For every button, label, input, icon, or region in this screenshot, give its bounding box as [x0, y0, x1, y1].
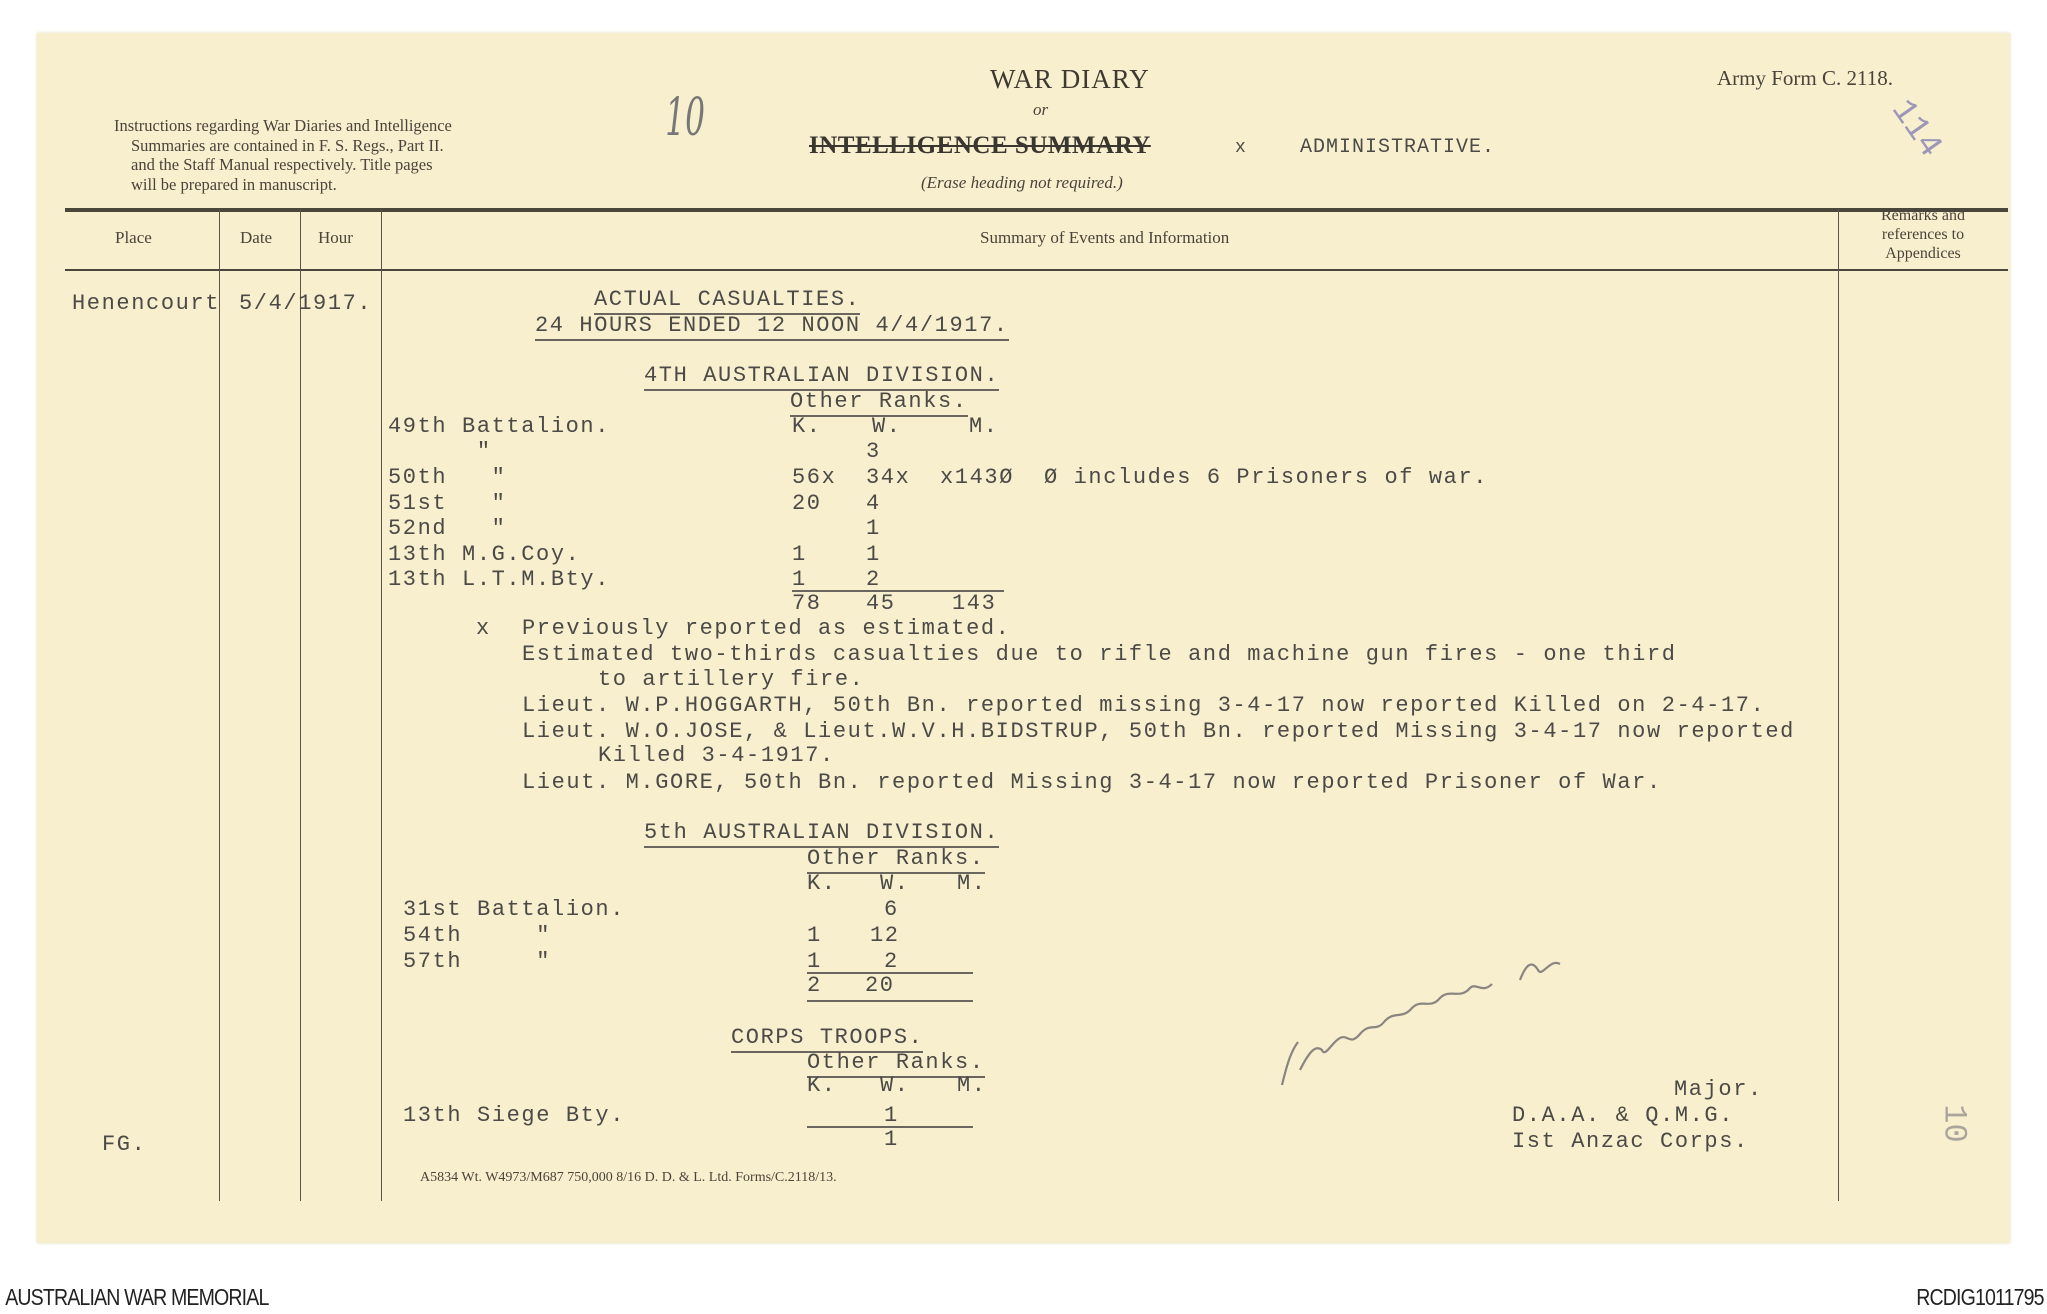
div5-title: 5th AUSTRALIAN DIVISION. [644, 820, 999, 848]
corps-other-ranks: Other Ranks. [807, 1050, 985, 1078]
div4-row-label: 52nd " [388, 516, 507, 541]
corps-w-header: W. [880, 1073, 910, 1098]
remarks-line: Appendices [1885, 245, 1961, 262]
column-header-remarks [1845, 206, 2001, 263]
div5-totals [807, 972, 973, 1002]
div4-row-label: 13th L.T.M.Bty. [388, 567, 611, 592]
div5-row-label: 31st Battalion. [403, 897, 626, 922]
header-bottom-rule [65, 269, 2008, 271]
signature-rank: Major. [1674, 1077, 1763, 1102]
note-line: to artillery fire. [598, 667, 865, 692]
div4-w-header: W. [872, 414, 902, 439]
column-divider [300, 209, 301, 1201]
div4-row-w: 1 [866, 542, 881, 567]
print-line: A5834 Wt. W4973/M687 750,000 8/16 D. D. & L. Ltd. Forms/C.2118/13. [420, 1170, 837, 1185]
form-or: or [1033, 100, 1049, 119]
entry-date: 5/4/1917. [239, 291, 373, 316]
diary-page [37, 33, 2010, 1243]
corps-title: CORPS TROOPS. [731, 1025, 923, 1053]
instructions-line: Summaries are contained in F. S. Regs., Part II. [131, 135, 444, 155]
heading-x: x [1235, 138, 1248, 158]
corps-row-w: 1 [884, 1103, 899, 1128]
corps-row-label: 13th Siege Bty. [403, 1103, 626, 1128]
entry-place: Henencourt [72, 291, 221, 316]
administrative-heading: ADMINISTRATIVE. [1300, 136, 1496, 159]
div4-row-k: 20 [792, 491, 822, 516]
div4-row-k: 56x [792, 465, 837, 490]
signature-formation: Ist Anzac Corps. [1512, 1129, 1749, 1154]
div4-k-header: K. [792, 414, 822, 439]
div5-m-header: M. [957, 871, 987, 896]
x-mark: x [476, 616, 491, 641]
instructions-line: will be prepared in manuscript. [131, 174, 337, 194]
instructions-line: Instructions regarding War Diaries and Intelligence [114, 116, 452, 135]
note-line: Lieut. W.P.HOGGARTH, 50th Bn. reported missing 3-4-17 now reported Killed on 2-4-17. [522, 693, 1766, 718]
div4-row-w: 4 [866, 491, 881, 516]
div4-total-w: 45 [866, 591, 896, 616]
header-rule [65, 208, 2008, 212]
div4-row-w: 1 [866, 516, 881, 541]
struck-heading: INTELLIGENCE SUMMARY [809, 132, 1151, 159]
remarks-line: Remarks and [1881, 207, 1965, 224]
div4-total-m: 143 [952, 591, 997, 616]
corps-k-header: K. [807, 1073, 837, 1098]
corps-total-w: 1 [884, 1127, 899, 1152]
div4-total-k: 78 [792, 591, 822, 616]
div5-other-ranks: Other Ranks. [807, 846, 985, 874]
div5-row-w: 12 [870, 923, 900, 948]
column-divider [219, 209, 220, 1201]
div5-k-header: K. [807, 871, 837, 896]
handwritten-page-number: 10 [665, 88, 705, 148]
casualties-title: ACTUAL CASUALTIES. [594, 287, 860, 315]
stamped-folio: 114 [1882, 93, 1949, 165]
form-title: WAR DIARY [990, 64, 1150, 94]
footer-initials: FG. [102, 1132, 147, 1157]
div5-row-label: 57th " [403, 949, 552, 974]
column-header-hour: Hour [318, 228, 353, 247]
army-form-number: Army Form C. 2118. [1717, 66, 1893, 90]
instructions [114, 116, 452, 194]
column-header-summary: Summary of Events and Information [980, 228, 1230, 247]
note-line: Estimated two-thirds casualties due to rifle and machine gun fires - one third [522, 642, 1677, 667]
div4-row-note: Ø includes 6 Prisoners of war. [1044, 465, 1489, 490]
div5-row-k: 1 [807, 923, 822, 948]
div4-row-w: 3 [866, 439, 881, 464]
div5-row-w: 2 [884, 949, 899, 974]
div4-row-label: 50th " [388, 465, 507, 490]
note-line: Lieut. W.O.JOSE, & Lieut.W.V.H.BIDSTRUP, 50th Bn. reported Missing 3-4-17 now reported [522, 719, 1795, 744]
div4-row-w: 2 [866, 567, 881, 592]
div4-row-k: 1 [792, 567, 807, 592]
column-divider [1838, 209, 1839, 1201]
div5-row-label: 54th " [403, 923, 552, 948]
archive-institution: AUSTRALIAN WAR MEMORIAL [5, 1284, 269, 1310]
erase-note: (Erase heading not required.) [921, 173, 1123, 192]
div4-title: 4TH AUSTRALIAN DIVISION. [644, 363, 999, 391]
div4-row-k: 1 [792, 542, 807, 567]
div5-total-w: 20 [865, 973, 895, 998]
div4-other-ranks: Other Ranks. [790, 389, 968, 417]
side-number: 10 [1935, 1104, 1973, 1143]
column-header-place: Place [115, 228, 152, 247]
column-divider [381, 209, 382, 1201]
div4-row-label: 49th Battalion. [388, 414, 611, 439]
div4-row-w: 34x [866, 465, 911, 490]
div4-row-label: 13th M.G.Coy. [388, 542, 581, 567]
handwritten-signature [1270, 950, 1640, 1100]
note-line: Previously reported as estimated. [522, 616, 1011, 641]
div4-totals [792, 590, 1004, 616]
div5-row-k: 1 [807, 949, 822, 974]
instructions-line: and the Staff Manual respectively. Title pages [131, 155, 433, 174]
div4-m-header: M. [969, 414, 999, 439]
note-line: Killed 3-4-1917. [598, 743, 835, 768]
div5-row-w: 6 [884, 897, 899, 922]
remarks-line: references to [1881, 226, 1965, 243]
archive-id: RCDIG1011795 [1916, 1284, 2044, 1310]
div4-row-m: x143Ø [940, 465, 1015, 490]
casualties-period: 24 HOURS ENDED 12 NOON 4/4/1917. [535, 313, 1009, 341]
corps-m-header: M. [957, 1073, 987, 1098]
note-line: Lieut. M.GORE, 50th Bn. reported Missing 3-4-17 now reported Prisoner of War. [522, 770, 1662, 795]
div5-total-k: 2 [807, 973, 822, 998]
column-header-date: Date [240, 228, 273, 247]
div5-w-header: W. [880, 871, 910, 896]
div4-row-label: 51st " [388, 491, 507, 516]
corps-totals [807, 1126, 973, 1152]
signature-appointment: D.A.A. & Q.M.G. [1512, 1103, 1735, 1128]
div4-row-label: " [388, 439, 492, 464]
